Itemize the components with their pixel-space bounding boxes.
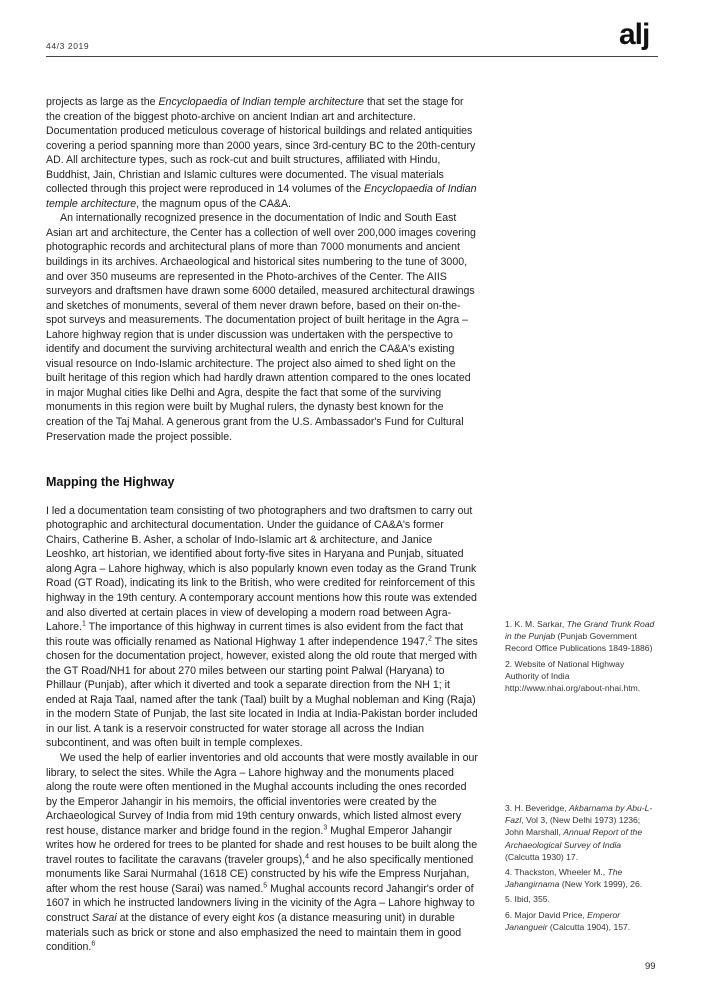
- footnote-ref: 2: [428, 635, 432, 643]
- footnote-ref: 4: [305, 853, 309, 861]
- paragraph-4: We used the help of earlier inventories and old accounts that were mostly available in our library, to select the sites. While the Agra – Lahore highway and the monuments placed along the route were often mentioned in the Mughal accounts including the ones recorded by the Emperor Jahangir in his memoirs, the official inventories were created by the Archaeological Survey of India from mid 19th century onwards, which listed almost every rest house, distance marker and bridge found in the region.$^3$ Mughal Emperor Jahangir writes how he ordered for trees to be planted for shade and rest houses to be built along the travel routes to facilitate the caravans (traveler groups),$^4$ and he also specifically mentioned monuments like Sarai Nurmahal (1618 CE) constructed by his wife the Empress Nurjahan, after whom the rest house (Sarai) was named.$^5$ Mughal accounts record Jahangir's order of 1607 in which he instructed landowners living in the vicinity of the Agra – Lahore highway to construct Sarai at the distance of every eight kos (a distance measuring unit) in durable materials such as brick or stone and also emphasized the need to maintain them in good condition.$^6$: [46, 751, 478, 954]
- footnote-4: 4. Thackston, Wheeler M., The Jahangirnama (New York 1999), 26.: [505, 867, 643, 890]
- footnote-ref: 6: [91, 940, 96, 948]
- footnote-6: 6. Major David Price, Emperor Janangueir (Calcutta 1904), 157.: [505, 909, 631, 932]
- paragraph-3: I led a documentation team consisting of two photographers and two draftsmen to carry out photographic and architectural documentation. Under the guidance of CA&A's former Chairs, Catherine B. Asher, a scholar of Indo-Islamic art & architecture, and Janice Leoshko, art historian, we identified about forty-five sites in Haryana and Punjab, situated along Agra – Lahore highway, which is also popularly known even today as the Grand Trunk Road (GT Road), indicating its link to the British, who were credited for reinforcement of this highway in the 19th century. A contemporary account mentions how this route was extended and also diverted at certain places in view of developing a modern road between Agra-Lahore.$^1$ The importance of this highway in current times is also evident from the fact that this route was officially renamed as National Highway 1 after independence 1947.$^2$ The sites chosen for the documentation project, however, existed along the old route that merged with the GT Road/NH1 for about 270 miles between our starting point Palwal (Haryana) to Phillaur (Punjab), after which it diverted and took a separate direction from the NH 1; it ended at Raja Taal, named after the tank (Taal) built by a Mughal nobleman and King (Raja) in the modern State of Punjab, the last site located in India at India-Pakistan border included in our list. A tank is a reservoir constructed for water storage all across the Indian subcontinent, and was often built in temple complexes.: [46, 504, 478, 750]
- section-heading: Mapping the Highway: [46, 475, 175, 490]
- footnote-ref: 1: [81, 620, 86, 628]
- issue-label: 44/3 2019: [46, 41, 90, 51]
- footnote-3: 3. H. Beveridge, Akbarnama by Abu-L-Fazl, Vol 3, (New Delhi 1973) 1236; John Marshall, Annual Report of the Archaeological Survey of India (Calcutta 1930) 17.: [505, 803, 653, 862]
- header-divider: [46, 56, 658, 57]
- footnote-5: 5. Ibid, 355.: [505, 894, 550, 905]
- paragraph-2: An internationally recognized presence in the documentation of Indic and South East Asian art and architecture, the Center has a collection of well over 200,000 images covering photographic records and architectural plans of more than 7000 monuments and ancient buildings in its archives. Archaeological and historical sites numbering to the tune of 3000, and over 350 museums are represented in the Photo-archives of the Center. The AIIS surveyors and draftsmen have drawn some 6000 detailed, measured architectural drawings and sketches of monuments, several of them never drawn before, based on their on-the-spot surveys and measurements. The documentation project of built heritage in the Agra – Lahore highway region that is under discussion was undertaken with the perspective to identify and document the surviving architectural wealth and enrich the CA&A's existing visual resource on Indo-Islamic architecture. The project also aimed to shed light on the built heritage of this region which had hardly drawn attention compared to the ones located in major Mughal cities like Delhi and Agra, despite the fact that some of the surviving monuments in this region were built by Mughal rulers, the dynasty best known for the creation of the Taj Mahal. A generous grant from the U.S. Ambassador's Fund for Cultural Preservation made the project possible.: [46, 212, 476, 443]
- footnotes-group-1: [505, 618, 655, 697]
- article-body: [46, 95, 478, 955]
- footnote-ref: 3: [323, 824, 328, 832]
- footnote-2: 2. Website of National Highway Authority of India http://www.nhai.org/about-nhai.htm.: [505, 658, 641, 694]
- footnote-1: 1. K. M. Sarkar, The Grand Trunk Road in the Punjab (Punjab Government Record Office Publications 1849-1886): [505, 619, 655, 654]
- paragraph-1: projects as large as the Encyclopaedia of Indian temple architecture that set the stage for the creation of the biggest photo-archive on ancient Indian art and architecture. Documentation produced meticulous coverage of historical buildings and related antiquities covering a period spanning more than 2000 years, since 3rd-century BC to the 20th-century AD. All architecture types, such as rock-cut and built structures, affiliated with Hindu, Buddhist, Jain, Christian and Islamic cultures were documented. The visual materials collected through this project were reproduced in 14 volumes of the Encyclopaedia of Indian temple architecture, the magnum opus of the CA&A.: [46, 96, 477, 210]
- footnotes-group-2: [505, 802, 655, 936]
- page-number: 99: [645, 961, 656, 972]
- footnote-ref: 5: [263, 882, 268, 890]
- journal-logo: alj: [619, 18, 650, 51]
